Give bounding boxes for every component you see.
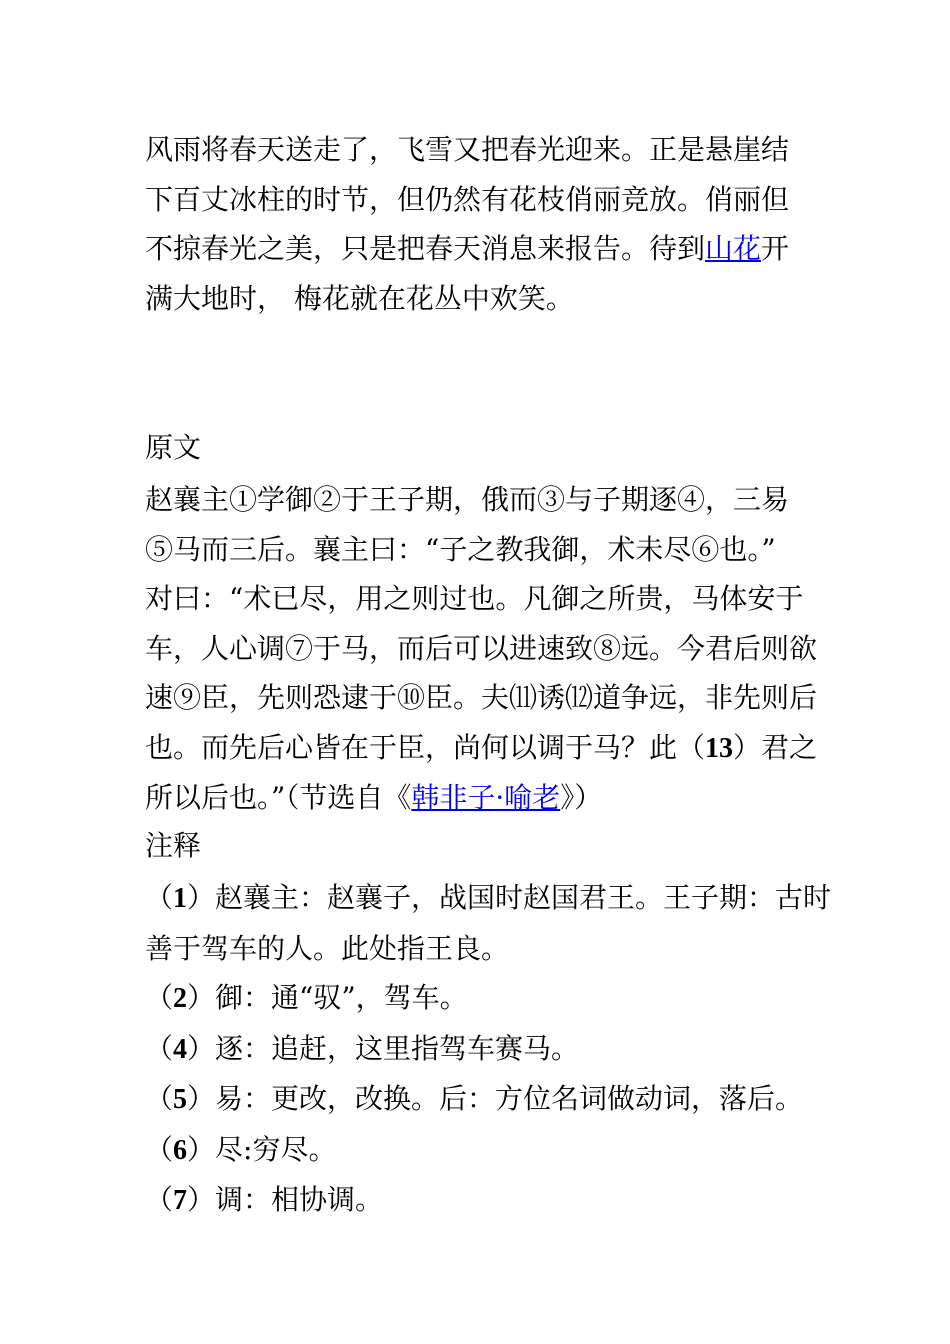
- original-text: [145, 475, 825, 823]
- note-number: 1: [173, 883, 188, 914]
- original-line-text: 》）: [560, 781, 603, 814]
- note-item: [145, 973, 825, 1024]
- note-text: 尽:穷尽。: [215, 1132, 337, 1166]
- intro-line-text: 不掠春光之美，只是把春天消息来报告。待到: [145, 232, 706, 265]
- original-line: 车，人心调⑦于马，而后可以进速致⑧远。今君后则欲: [145, 631, 818, 665]
- note-text: 逐：追赶，这里指驾车赛马。: [215, 1031, 580, 1065]
- original-line: ⑤马而三后。襄主曰：“子之教我御，术未尽⑥也。”: [145, 532, 776, 566]
- shanhua-link[interactable]: 山花: [705, 232, 762, 265]
- note-paren: （: [145, 1031, 174, 1065]
- note-item: [145, 1024, 825, 1075]
- original-line: [145, 773, 825, 823]
- note-paren: （: [145, 1132, 174, 1166]
- note-paren: （: [145, 1183, 174, 1216]
- note-item: [145, 924, 825, 974]
- original-line-text: 也。而先后心皆在于臣，尚何以调于马？此（: [145, 730, 706, 764]
- note-text: 易：更改，改换。后：方位名词做动词，落后。: [215, 1082, 804, 1115]
- note-text: 赵襄主：赵襄子，战国时赵国君王。王子期：古时: [215, 881, 832, 914]
- intro-line: 风雨将春天送走了，飞雪又把春光迎来。正是悬崖结: [145, 133, 790, 166]
- note-paren: ）: [187, 1132, 216, 1166]
- intro-line: 下百丈冰柱的时节，但仍然有花枝俏丽竞放。俏丽但: [145, 182, 790, 216]
- original-heading: 原文: [145, 431, 202, 464]
- note-paren: ）: [187, 1183, 216, 1216]
- note-paren: ）: [187, 881, 216, 914]
- original-line-text: 所以后也。”（节选自《: [145, 781, 412, 814]
- note-paren: （: [145, 1082, 174, 1115]
- note-number: 13: [705, 732, 734, 764]
- notes-list: [145, 873, 832, 1226]
- notes-heading: 注释: [145, 829, 202, 862]
- original-line: 对曰：“术已尽，用之则过也。凡御之所贵，马体安于: [145, 582, 804, 615]
- note-paren: （: [145, 981, 174, 1014]
- note-item: [145, 873, 832, 924]
- note-paren: ）: [187, 1082, 216, 1115]
- note-number: 5: [173, 1084, 188, 1115]
- note-paren: ）: [187, 981, 216, 1014]
- note-item: [145, 1074, 825, 1125]
- intro-paragraph: [145, 125, 825, 323]
- intro-line: 满大地时， 梅花就在花丛中欢笑。: [145, 281, 574, 315]
- note-number: 6: [173, 1134, 188, 1166]
- note-number: 2: [173, 983, 188, 1014]
- intro-line-text: 开: [761, 232, 790, 265]
- note-paren: （: [145, 881, 174, 914]
- original-line: 赵襄主①学御②于王子期，俄而③与子期逐④，三易: [145, 483, 790, 516]
- note-number: 7: [173, 1185, 188, 1216]
- note-item: [145, 1175, 825, 1226]
- note-item: [145, 1125, 825, 1176]
- note-text: 善于驾车的人。此处指王良。: [145, 931, 510, 965]
- note-paren: ）: [187, 1031, 216, 1065]
- hanfeizi-link[interactable]: 韩非子·喻老: [411, 781, 561, 814]
- intro-line: [145, 224, 825, 274]
- original-line-text: ）君之: [733, 730, 818, 764]
- original-line: 速⑨臣，先则恐逮于⑩臣。夫⑾诱⑿道争远，非先则后: [145, 681, 818, 714]
- note-text: 御：通“驭”，驾车。: [215, 981, 468, 1014]
- original-line: [145, 723, 825, 774]
- note-text: 调：相协调。: [215, 1183, 384, 1216]
- note-number: 4: [173, 1033, 188, 1065]
